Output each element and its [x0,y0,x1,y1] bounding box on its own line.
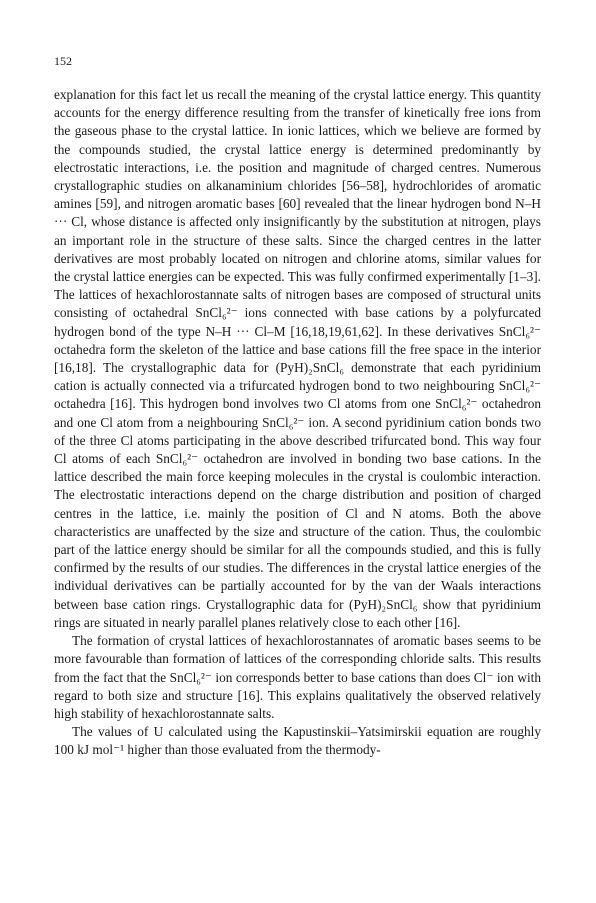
paragraph: The formation of crystal lattices of hexachlorostannates of aromatic bases seems to be more favourable than formation of lattices of the corresponding chloride salts. This results from the fact that the SnCl₆²⁻ ion corresponds better to base cations than does Cl⁻ ion with regard to both size and structure [16]. This explains qualitatively the observed relatively high stability of hexachlorostannate salts. [54,633,541,721]
paragraph: The values of U calculated using the Kapustinskii–Yatsimirskii equation are roughly 100 kJ mol⁻¹ higher than those evaluated from the thermody- [54,724,541,758]
page-number: 152 [54,54,72,68]
paragraph: explanation for this fact let us recall the meaning of the crystal lattice energy. This quantity accounts for the energy difference resulting from the transfer of kinetically free ions from the gaseous phase to the crystal lattice. In ionic lattices, which we believe are formed by the compounds studied, the crystal lattice energy is determined predominantly by electrostatic interactions, i.e. the position and magnitude of charged centres. Numerous crystallographic studies on alkanaminium chlorides [56–58], hydrochlorides of aromatic amines [59], and nitrogen aromatic bases [60] revealed that the linear hydrogen bond N–H ··· Cl, whose distance is affected only insignificantly by the substitution at nitrogen, plays an important role in the structure of these salts. Since the charged centres in the latter derivatives are most probably located on nitrogen and chlorine atoms, similar values for the crystal lattice energies can be expected. This was fully confirmed experimentally [1–3]. The lattices of hexachlorostannate salts of nitrogen bases are composed of structural units consisting of octahedral SnCl₆²⁻ ions connected with base cations by a polyfurcated hydrogen bond of the type N–H ··· Cl–M [16,18,19,61,62]. In these derivatives SnCl₆²⁻ octahedra form the skeleton of the lattice and base cations fill the free space in the interior [16,18]. The crystallographic data for (PyH)₂SnCl₆ demonstrate that each pyridinium cation is actually connected via a trifurcated hydrogen bond to two neighbouring SnCl₆²⁻ octahedra [16]. This hydrogen bond involves two Cl atoms from one SnCl₆²⁻ octahedron and one Cl atom from a neighbouring SnCl₆²⁻ ion. A second pyridinium cation bonds two of the three Cl atoms participating in the above described trifurcated bond. This way four Cl atoms of each SnCl₆²⁻ octahedron are involved in bonding two base cations. In the lattice described the main force keeping molecules in the crystal is coulombic interaction. The electrostatic interactions depend on the charge distribution and position of charged centres in the lattice, i.e. mainly the position of Cl and N atoms. Both the above characteristics are unaffected by the size and structure of the cation. Thus, the coulombic part of the lattice energy should be similar for all the compounds studied, and this is fully confirmed by the results of our studies. The differences in the crystal lattice energies of the individual derivatives can be partially accounted for by the van der Waals interactions between base cation rings. Crystallographic data for (PyH)₂SnCl₆ show that pyridinium rings are situated in nearly parallel planes relatively close to each other [16]. [54,87,541,630]
body-text [54,86,541,758]
